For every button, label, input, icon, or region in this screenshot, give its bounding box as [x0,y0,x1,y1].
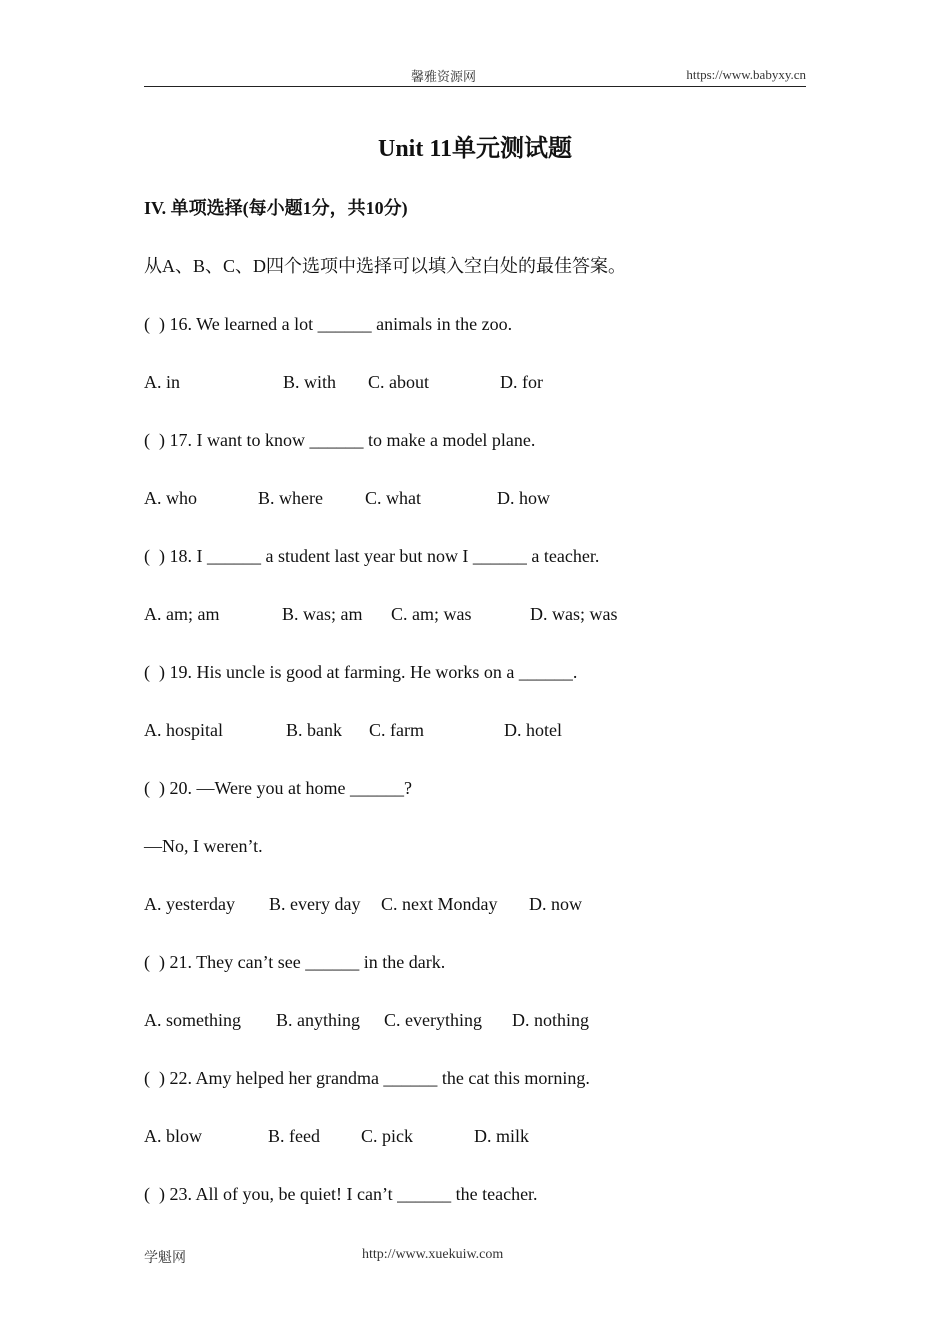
section-heading: IV. 单项选择(每小题1分，共10分) [144,198,408,218]
header-site-name: 馨雅资源网 [411,69,477,84]
option-b: B. bank [286,720,342,740]
option-d: D. now [529,894,582,914]
question-stem: ( ) 16. We learned a lot ______ animals in the zoo. [144,314,513,334]
question-stem: ( ) 22. Amy helped her grandma ______ the cat this morning. [144,1068,590,1088]
question-stem: ( ) 20. —Were you at home ______? [144,778,412,798]
header-url[interactable]: https://www.babyxy.cn [686,67,806,82]
option-d: D. how [497,488,550,508]
page-title: Unit 11单元测试题 [377,136,572,162]
option-c: C. about [368,372,429,392]
option-c: C. next Monday [381,894,498,914]
question-stem: ( ) 17. I want to know ______ to make a model plane. [144,430,536,450]
footer-site-name: 学魁网 [144,1251,186,1266]
option-d: D. hotel [504,720,562,740]
option-a: A. yesterday [144,894,235,914]
option-b: B. every day [269,894,361,914]
option-c: C. everything [384,1010,482,1030]
option-a: A. am; am [144,604,220,624]
question-stem: ( ) 21. They can’t see ______ in the dark. [144,952,446,972]
option-b: B. where [258,488,323,508]
option-a: A. blow [144,1126,202,1146]
question-dialogue-reply: —No, I weren’t. [144,836,263,856]
question-stem: ( ) 19. His uncle is good at farming. He works on a ______. [144,662,578,682]
option-b: B. was; am [282,604,363,624]
option-c: C. am; was [391,604,472,624]
footer-url[interactable]: http://www.xuekuiw.com [362,1247,504,1262]
option-b: B. feed [268,1126,320,1146]
question-stem: ( ) 18. I ______ a student last year but now I ______ a teacher. [144,546,600,566]
option-c: C. pick [361,1126,413,1146]
option-a: A. hospital [144,720,223,740]
option-c: C. what [365,488,421,508]
option-d: D. was; was [530,604,618,624]
option-d: D. nothing [512,1010,590,1030]
option-d: D. milk [474,1126,530,1146]
option-b: B. with [283,372,337,392]
option-b: B. anything [276,1010,360,1030]
option-d: D. for [500,372,543,392]
page-header [144,66,806,87]
section-instruction: 从A、B、C、D四个选项中选择可以填入空白处的最佳答案。 [144,256,627,276]
option-c: C. farm [369,720,424,740]
option-a: A. in [144,372,180,392]
option-a: A. who [144,488,197,508]
question-stem: ( ) 23. All of you, be quiet! I can’t ______ the teacher. [144,1184,538,1204]
option-a: A. something [144,1010,241,1030]
